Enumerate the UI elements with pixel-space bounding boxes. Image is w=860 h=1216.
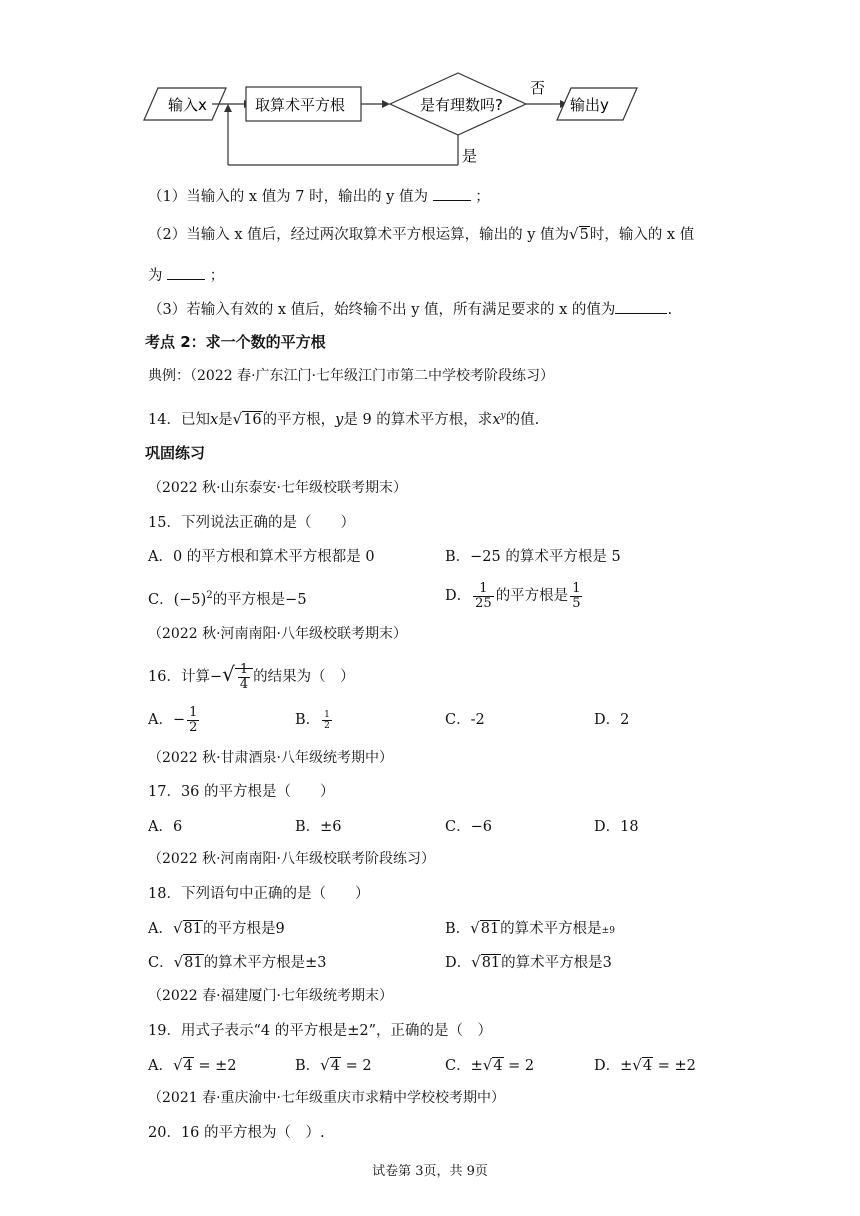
- q16-option-d: D．2: [594, 712, 630, 728]
- q20-source: （2021 春·重庆渝中·七年级重庆市求精中学校校考期中）: [148, 1090, 505, 1106]
- input-label: 输入x: [168, 96, 207, 114]
- q15-option-b: B．−25 的算术平方根是 5: [445, 549, 621, 565]
- q18-source: （2022 秋·河南南阳·八年级校联考阶段练习）: [148, 851, 435, 867]
- q13-part2-cont: 为 ；: [148, 265, 224, 286]
- q15-option-a: A．0 的平方根和算术平方根都是 0: [148, 549, 375, 565]
- q13-part3: （3）若输入有效的 x 值后，始终输不出 y 值，所有满足要求的 x 的值为 .: [148, 299, 672, 320]
- q18-option-a: A．√81的平方根是9: [148, 919, 285, 937]
- q16-option-a: A．− $\frac{1}{2}$: [148, 704, 198, 735]
- decision-label: 是有理数吗?: [420, 96, 503, 114]
- question-16: 16．计算−√ $\frac{1}{4}$ 的结果为（ ）: [148, 661, 355, 692]
- flowchart: [0, 0, 860, 175]
- q18-option-d: D．√81的算术平方根是3: [445, 953, 612, 971]
- question-20: 20．16 的平方根为（ ）.: [148, 1125, 325, 1141]
- question-18: 18．下列语句中正确的是（ ）: [148, 886, 370, 902]
- q17-option-b: B．±6: [295, 819, 342, 835]
- q17-source: （2022 秋·甘肃酒泉·八年级统考期中）: [148, 750, 393, 766]
- q17-option-c: C．−6: [445, 819, 492, 835]
- q16-option-b: B． $\frac{1}{2}$: [295, 709, 330, 731]
- q15-source: （2022 秋·山东泰安·七年级校联考期末）: [148, 480, 407, 496]
- step-label: 取算术平方根: [255, 96, 346, 114]
- example-source: 典例：（2022 春·广东江门·七年级江门市第二中学校考阶段练习）: [148, 368, 554, 384]
- q18-option-b: B．√81的算术平方根是±9: [445, 919, 615, 937]
- no-label: 否: [530, 79, 546, 97]
- q15-option-d: D． $\frac{1}{25}$ 的平方根是 $\frac{1}{5}$: [445, 580, 581, 611]
- q13-part1: （1）当输入的 x 值为 7 时，输出的 y 值为 ；: [148, 186, 490, 207]
- q15-option-c: C．$(-5)^2$的平方根是−5: [148, 590, 307, 608]
- answer-blank: [433, 186, 471, 201]
- question-14: 14．已知x是√16的平方根，y是 9 的算术平方根，求$x^y$的值.: [148, 409, 540, 428]
- answer-blank: [167, 265, 205, 280]
- output-label: 输出y: [570, 96, 609, 114]
- q19-option-c: C．±√4 = 2: [445, 1056, 535, 1074]
- q17-option-d: D．18: [594, 819, 639, 835]
- q17-option-a: A．6: [148, 819, 183, 835]
- question-19: 19．用式子表示“4 的平方根是±2”，正确的是（ ）: [148, 1023, 492, 1039]
- q16-option-c: C．-2: [445, 712, 485, 728]
- q18-option-c: C．√81的算术平方根是±3: [148, 953, 327, 971]
- page-footer: 试卷第 3页，共 9页: [372, 1164, 488, 1179]
- q19-source: （2022 春·福建厦门·七年级统考期末）: [148, 988, 393, 1004]
- answer-blank: [615, 299, 667, 314]
- question-17: 17．36 的平方根是（ ）: [148, 784, 335, 800]
- q13-part2: （2）当输入 x 值后，经过两次取算术平方根运算，输出的 y 值为√5时，输入的 x 值: [148, 225, 695, 243]
- yes-label: 是: [462, 147, 478, 165]
- q19-option-b: B．√4 = 2: [295, 1056, 372, 1074]
- practice-title: 巩固练习: [145, 444, 206, 462]
- q19-option-d: D．±√4 = ±2: [594, 1056, 696, 1074]
- section-title: 考点 2：求一个数的平方根: [145, 333, 326, 351]
- q16-source: （2022 秋·河南南阳·八年级校联考期末）: [148, 626, 407, 642]
- question-15: 15．下列说法正确的是（ ）: [148, 515, 355, 531]
- q19-option-a: A．√4 = ±2: [148, 1056, 237, 1074]
